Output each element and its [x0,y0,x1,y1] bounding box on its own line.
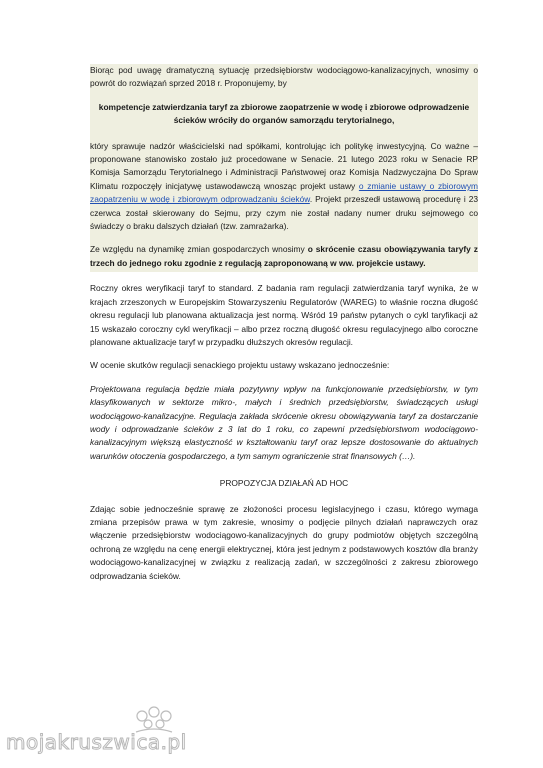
bill-link[interactable]: o zmianie ustawy o zbiorowym zaopatrzeniu w wodę i zbiorowym odprowadzaniu ścieków [90,180,478,205]
paragraph-quote: Projektowana regulacja będzie miała pozytywny wpływ na funkcjonowanie przedsiębiorstw, w tym klasyfikowanych w sektorze mikro-, małych i średnich przedsiębiorstw, świadczących usługi wodociągowo-kanalizacyjne. Regulacja zakłada skrócenie okresu obowiązywania taryf za dostarczanie wody i odprowadzanie ścieków z 3 lat do 1 roku, co zapewni przedsiębiorstwom wodociągowo-kanalizacyjnym większą elastyczność w kształtowaniu taryf oraz lepsze dostosowanie do aktualnych warunków otoczenia gospodarczego, a tym samym ograniczenie strat finansowych (…). [90,383,478,461]
watermark-text: mojakruszwica.pl [6,730,187,754]
watermark [0,700,543,768]
shorten-text: Ze względu na dynamikę zmian gospodarczych wnosimy [90,244,308,255]
section-heading: PROPOZYCJA DZIAŁAŃ AD HOC [219,478,349,489]
paragraph-senate [90,140,478,234]
paragraph-bold-proposal: kompetencje zatwierdzania taryf za zbiorowe zaopatrzenie w wodę i zbiorowe odprowadzenie ścieków wróciły do organów samorządu terytorialnego, [98,101,470,126]
paragraph-annual-review: Roczny okres weryfikacji taryf to standard. Z badania ram regulacji zatwierdzania taryf wynika, że w krajach zrzeszonych w Europejskim Stowarzyszeniu Regulatorów (WAREG) to właśnie roczna długość okresu regulacji lub planowana aktualizacja jest normą. Wśród 19 państw pytanych o cykl taryfikacji aż 15 wskazało coroczny cykl weryfikacji – albo przez roczną długość okresu regulacyjnego albo coroczne planowane aktualizacje taryf w przypadku dłuższych okresów regulacji. [90,283,478,347]
paragraph-ad-hoc: Zdając sobie jednocześnie sprawę ze złożoności procesu legislacyjnego i czasu, którego wymaga zmiana przepisów prawa w tym zakresie, wnosimy o podjęcie pilnych działań naprawczych oraz włączenie przedsiębiorstw wodociągowo-kanalizacyjnych do grupy podmiotów objętych szczególną ochroną ze względu na cenę energii elektrycznej, która jest jednym z podstawowych kosztów dla branży wodociągowo-kanalizacyjnej w związku z realizacją zadań, w szczególności z zakresu zbiorowego odprowadzania ścieków. [90,503,478,581]
paragraph-shorten-tariff [90,243,478,272]
paragraph-lead: Biorąc pod uwagę dramatyczną sytuację przedsiębiorstw wodociągowo-kanalizacyjnych, wnosimy o powrót do rozwiązań sprzed 2018 r. Proponujemy, by [90,65,478,89]
document-body [90,64,478,593]
senate-text-a: który sprawuje nadzór właścicielski nad spółkami, kontrolując ich politykę inwestycyjną. Co ważne – proponowane stanowisko zostało już procedowane w Senacie. 21 lutego 2023 roku w Senacie RP Komisja Samorządu Terytorialnego i Administracji Państwowej oraz Komisja Nadzwyczajna Do Spraw Klimatu rozpoczęły inicjatywę ustawodawczą wnosząc projekt ustawy [90,140,478,191]
highlighted-block [90,64,478,272]
paragraph-assessment-intro: W ocenie skutków regulacji senackiego projektu ustawy wskazano jednocześnie: [90,360,390,371]
shorten-bold: o skrócenie czasu obowiązywania taryfy z trzech do jednego roku zgodnie z regulacją zaproponowaną w ww. projekcie ustawy. [90,244,478,268]
senate-text-b: . Projekt przeszedł ustawową procedurę i 23 czerwca został skierowany do Sejmu, przy czym nie został nadany numer druku sejmowego co świadczy o braku dalszych działań (tzw. zamrażarka). [90,194,479,232]
